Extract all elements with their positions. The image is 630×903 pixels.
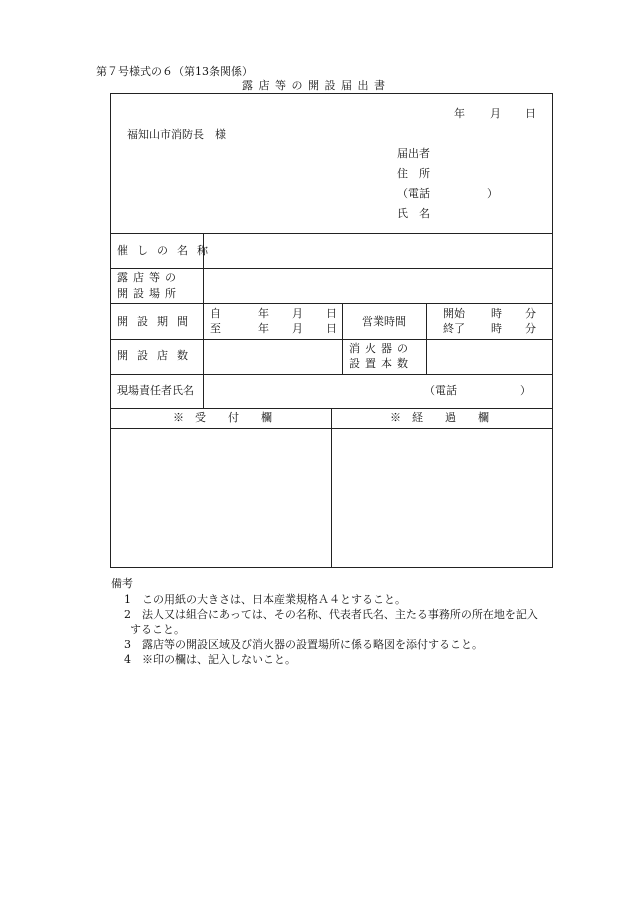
period-from-day: 日 <box>326 307 337 320</box>
form-title: 露 店 等 の 開 設 届 出 書 <box>242 79 386 92</box>
period-from: 自 <box>210 307 221 320</box>
label-column-divider <box>203 233 204 408</box>
hours-label: 営業時間 <box>362 315 406 328</box>
divider <box>110 303 553 304</box>
period-to: 至 <box>210 322 221 335</box>
manager-phone-open: （電話 <box>424 384 457 397</box>
note-item: 3 露店等の開設区域及び消火器の設置場所に係る略図を添付すること。 <box>124 638 483 651</box>
address-label: 住 所 <box>397 167 430 180</box>
period-from-year: 年 <box>258 307 269 320</box>
divider <box>110 339 553 340</box>
period-to-year: 年 <box>258 322 269 335</box>
form-number: 第７号様式の６（第13条関係） <box>96 65 253 78</box>
period-to-month: 月 <box>292 322 303 335</box>
extinguisher-label-line1: 消火器の <box>349 342 413 355</box>
bottom-column-divider <box>331 408 332 568</box>
notes-heading: 備考 <box>111 577 133 590</box>
location-label-line1: 露店等の <box>117 271 181 284</box>
note-item: すること。 <box>130 623 185 636</box>
hours-start-hour: 時 <box>491 307 502 320</box>
hours-start-minute: 分 <box>525 307 536 320</box>
notifier-label: 届出者 <box>397 147 430 160</box>
date-month-label: 月 <box>490 107 501 120</box>
name-label: 氏 名 <box>397 207 430 220</box>
note-item: 1 この用紙の大きさは、日本産業規格Ａ４とすること。 <box>124 593 406 606</box>
note-item: 2 法人又は組合にあっては、その名称、代表者氏名、主たる事務所の所在地を記入 <box>124 608 538 621</box>
divider <box>110 233 553 234</box>
location-label-line2: 開設場所 <box>117 287 181 300</box>
period-label: 開設期間 <box>117 315 197 328</box>
right-column-divider <box>426 303 427 374</box>
progress-column-header: ※ 経 過 欄 <box>390 411 489 424</box>
hours-end-label: 終了 <box>443 322 465 335</box>
phone-open: （電話 <box>397 187 430 200</box>
addressee: 福知山市消防長 様 <box>127 128 226 141</box>
note-item: 4 ※印の欄は、記入しないこと。 <box>124 653 296 666</box>
manager-label: 現場責任者氏名 <box>117 384 194 397</box>
date-day-label: 日 <box>525 107 536 120</box>
period-to-day: 日 <box>326 322 337 335</box>
event-name-label: 催しの名称 <box>117 244 217 257</box>
divider <box>110 268 553 269</box>
divider <box>110 374 553 375</box>
date-year-label: 年 <box>454 107 465 120</box>
reception-column-header: ※ 受 付 欄 <box>173 411 272 424</box>
phone-close: ） <box>487 187 498 200</box>
stalls-label: 開設店数 <box>117 349 197 362</box>
mid-column-divider <box>342 303 343 374</box>
hours-end-minute: 分 <box>525 322 536 335</box>
hours-end-hour: 時 <box>491 322 502 335</box>
hours-start-label: 開始 <box>443 307 465 320</box>
extinguisher-label-line2: 設置本数 <box>349 357 413 370</box>
manager-phone-close: ） <box>520 384 531 397</box>
period-from-month: 月 <box>292 307 303 320</box>
